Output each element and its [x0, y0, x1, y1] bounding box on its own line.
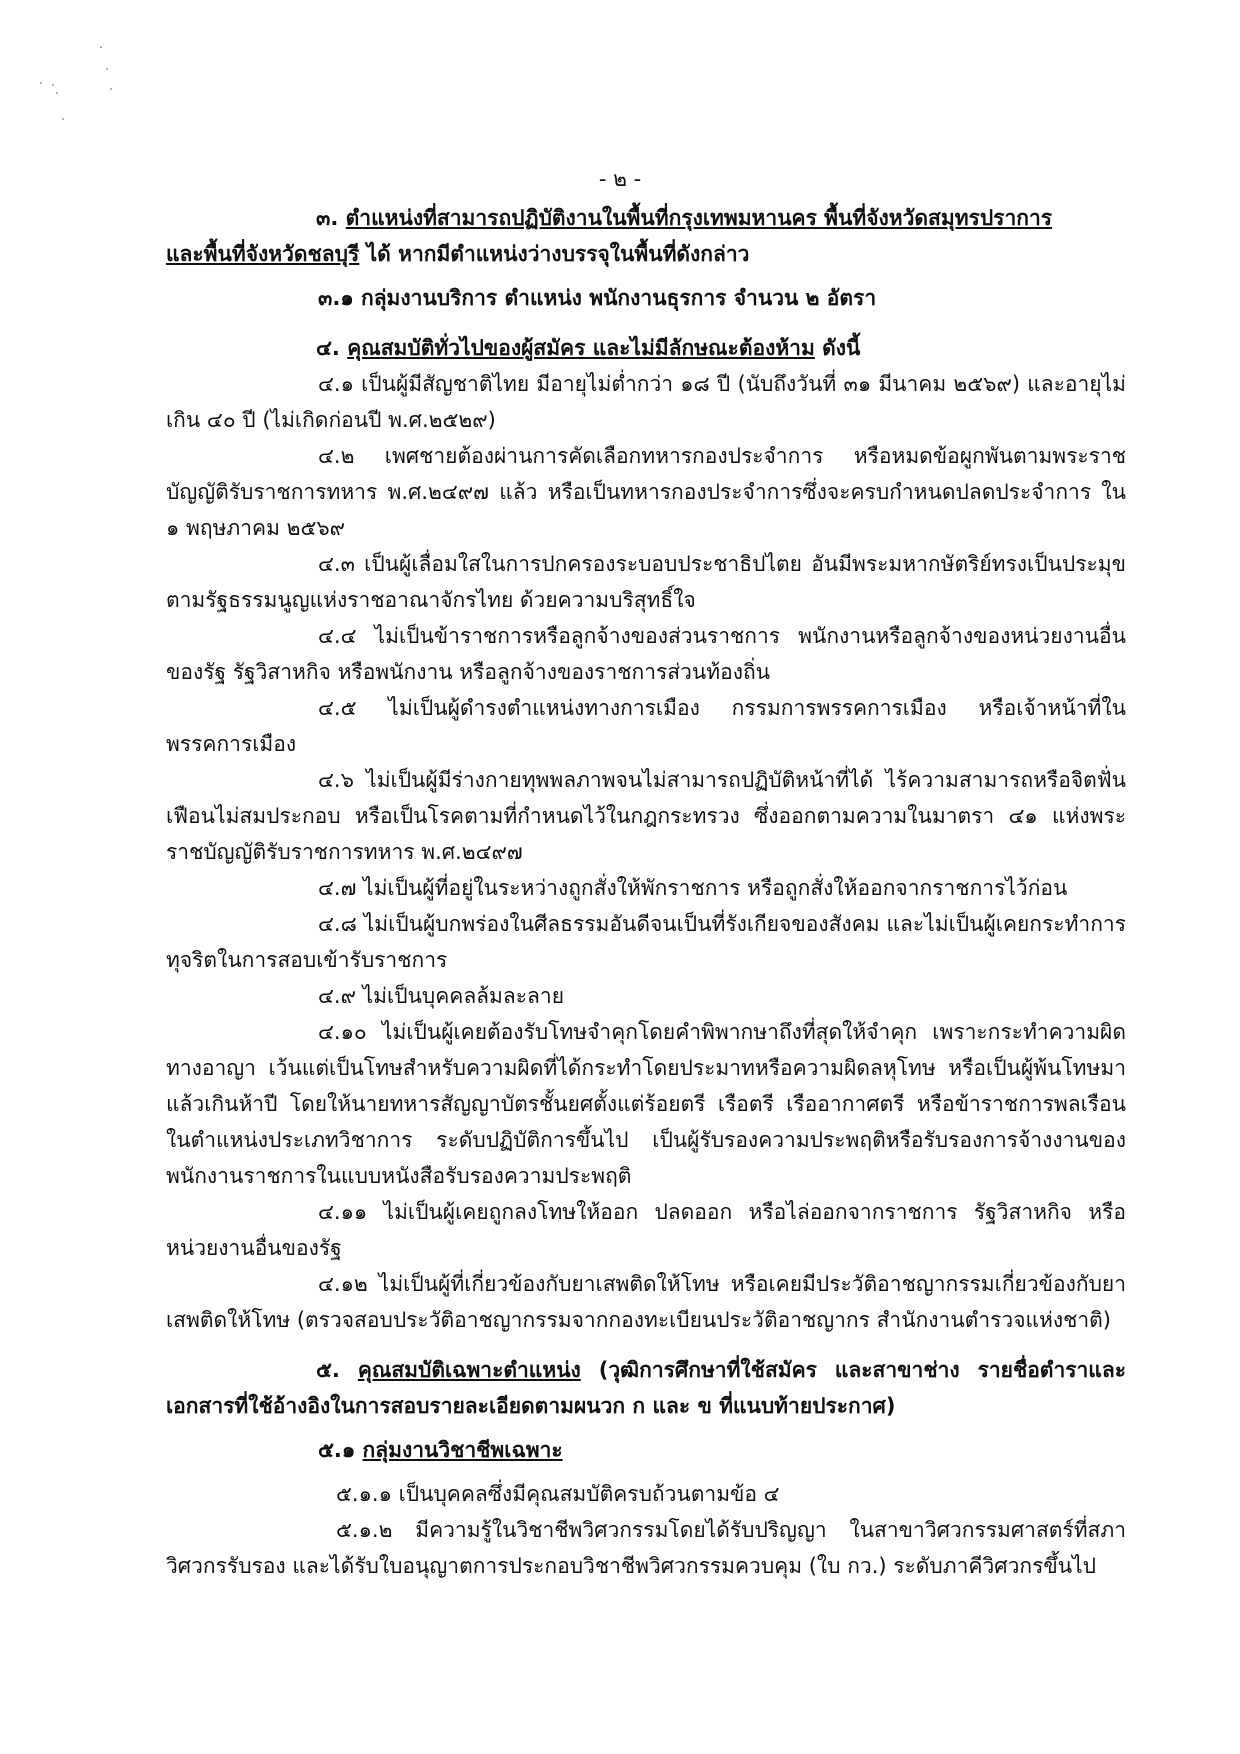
section-4-item: ๔.๑ เป็นผู้มีสัญชาติไทย มีอายุไม่ต่ำกว่า ๑๘ ปี (นับถึงวันที่ ๓๑ มีนาคม ๒๕๖๙) และอายุไม่เกิน ๔๐ ปี (ไม่เกิดก่อนปี พ.ศ.๒๕๒๙) [166, 372, 1126, 432]
section-3-1-item: ๓.๑ กลุ่มงานบริการ ตำแหน่ง พนักงานธุรการ จำนวน ๒ อัตรา [318, 286, 877, 310]
section-5-heading: ๕. คุณสมบัติเฉพาะตำแหน่ง (วุฒิการศึกษาที่ใช้สมัคร และสาขาช่าง รายชื่อตำราและเอกสารที่ใช้อ้างอิงในการสอบรายละเอียดตามผนวก ก และ ข ที่แนบท้ายประกาศ) [166, 1358, 1126, 1418]
section-4-item: ๔.๔ ไม่เป็นข้าราชการหรือลูกจ้างของส่วนราชการ พนักงานหรือลูกจ้างของหน่วยงานอื่นของรัฐ รัฐวิสาหกิจ หรือพนักงาน หรือลูกจ้างของราชการส่วนท้องถิ่น [166, 624, 1126, 684]
document-body [166, 200, 1126, 1584]
section-4-item: ๔.๖ ไม่เป็นผู้มีร่างกายทุพพลภาพจนไม่สามารถปฏิบัติหน้าที่ได้ ไร้ความสามารถหรือจิตฟั่นเฟือนไม่สมประกอบ หรือเป็นโรคตามที่กำหนดไว้ในกฎกระทรวง ซึ่งออกตามความในมาตรา ๔๑ แห่งพระราชบัญญัติรับราชการทหาร พ.ศ.๒๔๙๗ [166, 768, 1126, 864]
section-4-item: ๔.๘ ไม่เป็นผู้บกพร่องในศีลธรรมอันดีจนเป็นที่รังเกียจของสังคม และไม่เป็นผู้เคยกระทำการทุจริตในการสอบเข้ารับราชการ [166, 912, 1126, 972]
section-4-item: ๔.๕ ไม่เป็นผู้ดำรงตำแหน่งทางการเมือง กรรมการพรรคการเมือง หรือเจ้าหน้าที่ในพรรคการเมือง [166, 696, 1126, 756]
section-4-item: ๔.๑๑ ไม่เป็นผู้เคยถูกลงโทษให้ออก ปลดออก หรือไล่ออกจากราชการ รัฐวิสาหกิจ หรือหน่วยงานอื่นของรัฐ [166, 1200, 1126, 1260]
section-3-heading-cont: และพื้นที่จังหวัดชลบุรี ได้ หากมีตำแหน่งว่างบรรจุในพื้นที่ดังกล่าว [166, 242, 750, 266]
section-3-heading: ๓. ตำแหน่งที่สามารถปฏิบัติงานในพื้นที่กรุงเทพมหานคร พื้นที่จังหวัดสมุทรปราการ [316, 206, 1053, 230]
section-5-item: ๕.๑.๑ เป็นบุคคลซึ่งมีคุณสมบัติครบถ้วนตามข้อ ๔ [336, 1482, 780, 1506]
scan-specks [30, 40, 120, 140]
section-4-item: ๔.๗ ไม่เป็นผู้ที่อยู่ในระหว่างถูกสั่งให้พักราชการ หรือถูกสั่งให้ออกจากราชการไว้ก่อน [318, 876, 1068, 900]
section-4-item: ๔.๓ เป็นผู้เลื่อมใสในการปกครองระบอบประชาธิปไตย อันมีพระมหากษัตริย์ทรงเป็นประมุข ตามรัฐธรรมนูญแห่งราชอาณาจักรไทย ด้วยความบริสุทธิ์ใจ [166, 552, 1126, 612]
section-4-heading: ๔. คุณสมบัติทั่วไปของผู้สมัคร และไม่มีลักษณะต้องห้าม ดังนี้ [316, 336, 861, 360]
section-4-item: ๔.๙ ไม่เป็นบุคคลล้มละลาย [318, 984, 565, 1008]
section-4-item: ๔.๒ เพศชายต้องผ่านการคัดเลือกทหารกองประจำการ หรือหมดข้อผูกพันตามพระราชบัญญัติรับราชการทหาร พ.ศ.๒๔๙๗ แล้ว หรือเป็นทหารกองประจำการซึ่งจะครบกำหนดปลดประจำการ ใน ๑ พฤษภาคม ๒๕๖๙ [166, 444, 1126, 540]
page-number: - ๒ - [598, 167, 642, 191]
section-4-item: ๔.๑๒ ไม่เป็นผู้ที่เกี่ยวข้องกับยาเสพติดให้โทษ หรือเคยมีประวัติอาชญากรรมเกี่ยวข้องกับยาเสพติดให้โทษ (ตรวจสอบประวัติอาชญากรรมจากกองทะเบียนประวัติอาชญากร สำนักงานตำรวจแห่งชาติ) [166, 1272, 1126, 1332]
section-5-1-heading: ๕.๑ กลุ่มงานวิชาชีพเฉพาะ [318, 1438, 563, 1462]
section-5-item: ๕.๑.๒ มีความรู้ในวิชาชีพวิศวกรรมโดยได้รับปริญญา ในสาขาวิศวกรรมศาสตร์ที่สภาวิศวกรรับรอง และได้รับใบอนุญาตการประกอบวิชาชีพวิศวกรรมควบคุม (ใบ กว.) ระดับภาคีวิศวกรขึ้นไป [166, 1518, 1126, 1578]
section-4-item: ๔.๑๐ ไม่เป็นผู้เคยต้องรับโทษจำคุกโดยคำพิพากษาถึงที่สุดให้จำคุก เพราะกระทำความผิดทางอาญา เว้นแต่เป็นโทษสำหรับความผิดที่ได้กระทำโดยประมาทหรือความผิดลหุโทษ หรือเป็นผู้พ้นโทษมาแล้วเกินห้าปี โดยให้นายทหารสัญญาบัตรชั้นยศตั้งแต่ร้อยตรี เรือตรี เรืออากาศตรี หรือข้าราชการพลเรือนในตำแหน่งประเภทวิชาการ ระดับปฏิบัติการขึ้นไป เป็นผู้รับรองความประพฤติหรือรับรองการจ้างงานของพนักงานราชการในแบบหนังสือรับรองความประพฤติ [166, 1020, 1126, 1188]
